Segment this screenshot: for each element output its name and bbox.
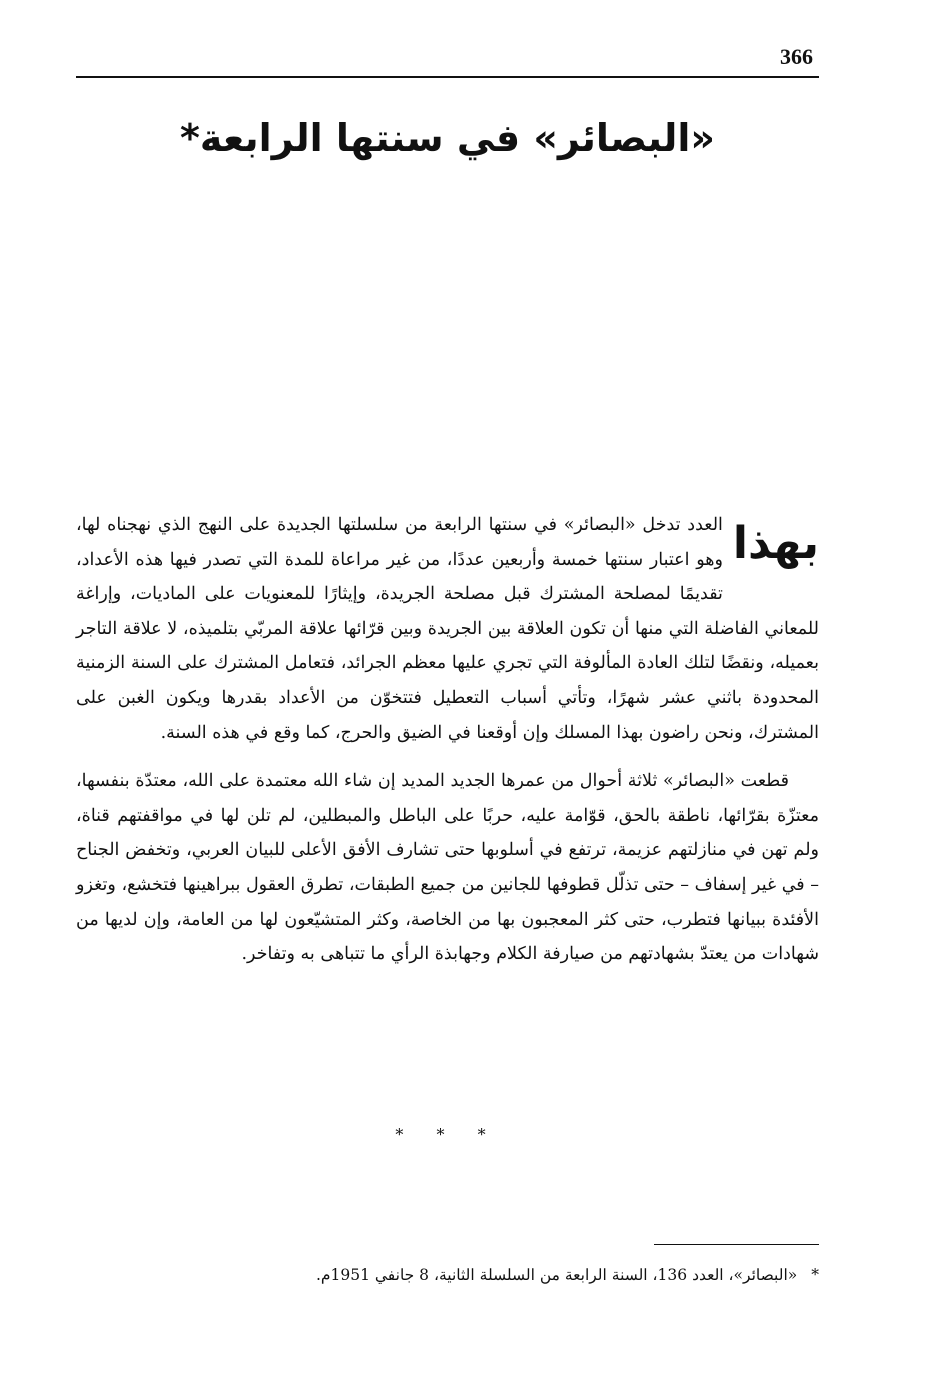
paragraph-1 [76, 508, 819, 750]
footnote-rule [654, 1244, 819, 1245]
section-separator: * * * [395, 1125, 500, 1144]
page-number: 366 [780, 44, 813, 69]
article-title: «البصائر» في سنتها الرابعة* [180, 116, 715, 160]
footnote-text: «البصائر»، العدد 136، السنة الرابعة من السلسلة الثانية، 8 جانفي 1951م. [315, 1266, 798, 1284]
footnote-marker: * [811, 1266, 819, 1284]
footnote [76, 1262, 819, 1288]
paragraph-1-text: العدد تدخل «البصائر» في سنتها الرابعة من سلسلتها الجديدة على النهج الذي نهجناه لها، وهو اعتبار سنتها خمسة وأربعين عددًا، من غير مراعاة للمدة التي تصدر فيها هذه الأعداد، تقديمًا لمصلحة المشترك قبل مصلحة الجريدة، وإيثارًا للمعنويات على الماديات، وإراغة للمعاني الفاضلة التي منها أن تكون العلاقة بين الجريدة وبين قرّائها علاقة المربّي بتلميذه، لا علاقة التاجر بعميله، ونقضًا لتلك العادة المألوفة التي تجري عليها معظم الجرائد، فتعامل المشترك على السنة الزمنية المحدودة باثني عشر شهرًا، وتأتي أسباب التعطيل فتتخوّن من الأعداد بقدرها ويكون الغبن على المشترك، ونحن راضون بهذا المسلك وإن أوقعنا في الضيق والحرج، كما وقع في هذه السنة. [76, 515, 819, 743]
paragraph-2: قطعت «البصائر» ثلاثة أحوال من عمرها الجديد المديد إن شاء الله معتمدة على الله، معتدّة بنفسها، معتزّة بقرّائها، ناطقة بالحق، قوّامة عليه، حربًا على الباطل والمبطلين، لم تلن لها في مواقفتهم قناة، ولم تهن في منازلتهم عزيمة، ترتفع في أسلوبها حتى تشارف الأفق الأعلى للبيان العربي، وتخفض الجناح – في غير إسفاف – حتى تذلّل قطوفها للجانين من جميع الطبقات، تطرق العقول ببراهينها فتخشع، وتغزو الأفئدة ببيانها فتطرب، حتى كثر المعجبون بها من الخاصة، وكثر المتشيّعون لها من العامة، وإن لديها من شهادات من يعتدّ بشهادتهم من صيارفة الكلام وجهابذة الرأي ما تتباهى به وتفاخر. [76, 771, 819, 965]
article-body [76, 508, 819, 972]
header-rule [76, 76, 819, 78]
drop-cap-word: بهذا [732, 518, 819, 569]
